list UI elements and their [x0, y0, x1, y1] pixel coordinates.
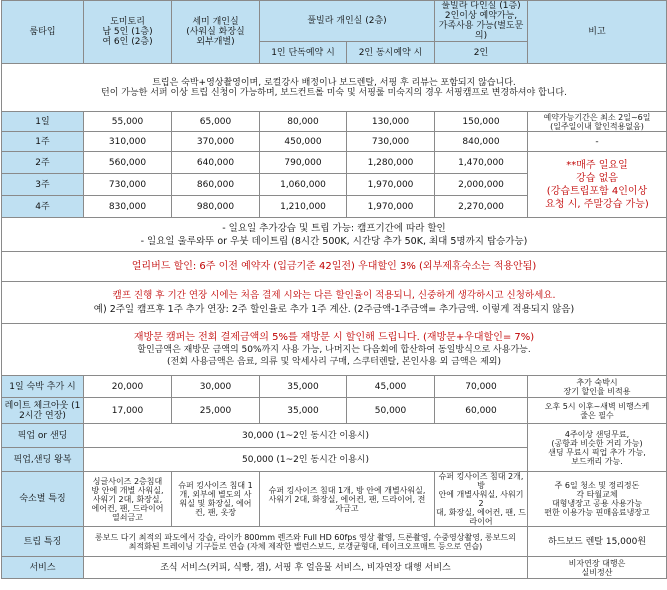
- service-label: 서비스: [2, 557, 84, 579]
- price-cell: 730,000: [84, 174, 172, 196]
- notice-sunday: - 일요일 추가강습 및 트립 가능: 캠프기간에 따라 할인 - 일요일 울루와뚜 or 우붓 데이트립 (8시간 500K, 시간당 추가 50K, 최대 5명까지 탑승가능): [2, 218, 667, 252]
- extra-cell: 45,000: [347, 376, 435, 398]
- pickup-round-value: 50,000 (1~2인 동시간 이용시): [84, 448, 528, 472]
- price-note-week: -: [528, 132, 667, 152]
- price-cell: 1,970,000: [347, 174, 435, 196]
- extension-row: [2, 282, 667, 324]
- extra-cell: 30,000: [172, 376, 260, 398]
- trip-note: 하드보드 렌탈 15,000원: [528, 527, 667, 557]
- late-checkout-note: 오후 5시 이후~새벽 비행스케 줄은 필수: [528, 398, 667, 424]
- service-note: 비자연장 대행은 실비정산: [528, 557, 667, 579]
- pool-single-header: 1인 단독예약 시: [260, 42, 347, 64]
- price-cell: 1,970,000: [347, 196, 435, 218]
- semi-header: 세미 개인실 (사워실 화장실 외부개별): [172, 1, 260, 64]
- price-cell: 1,470,000: [435, 152, 528, 174]
- price-cell: 370,000: [172, 132, 260, 152]
- price-cell: 560,000: [84, 152, 172, 174]
- pickup-round-label: 픽업,샌딩 왕복: [2, 448, 84, 472]
- notice-trip: 트립은 숙박+영상촬영이며, 로컬강사 배정이나 보드렌탈, 서핑 후 리뷰는 포함되지 않습니다. 턴이 가능한 서퍼 이상 트립 신청이 가능하며, 보드컨트롤 미숙 및 서핑룰 미숙지의 경우 서핑캠프로 변경하셔야 합니다.: [2, 64, 667, 112]
- pool-header: 풀빌라 개인실 (2층): [260, 1, 435, 42]
- price-note-red: **매주 일요일 강습 없음 (강습트립포함 4인이상 요청 시, 주말강습 가능): [528, 152, 667, 218]
- price-label: 3주: [2, 174, 84, 196]
- service-row: [2, 557, 667, 579]
- price-cell: 450,000: [260, 132, 347, 152]
- features-note: 주 6일 청소 및 정리정돈 각 타월교체 대형냉장고 공용 사용가능 편한 이용가능 핀매음료냉장고: [528, 472, 667, 527]
- price-row-1w: [2, 132, 667, 152]
- pool-double-header: 2인 동시예약 시: [347, 42, 435, 64]
- price-cell: 730,000: [347, 132, 435, 152]
- trip-label: 트립 특징: [2, 527, 84, 557]
- price-cell: 80,000: [260, 112, 347, 132]
- features-row: [2, 472, 667, 527]
- multi-header: 풀빌라 다인실 (1층) 2인이상 예약가능, 가족사용 가능(별도문의): [435, 1, 528, 42]
- revisit-notice: 재방문 캠퍼는 전회 결제금액의 5%를 재방문 시 할인해 드립니다. (재방문+우대할인= 7%) 할인금액은 재방문 금액의 50%까지 사용 가능, 나머지는 다음회에 합산하여 동일방식으로 사용가능. (전회 사용금액은 음료, 의류 및 악세사리 구매, 스쿠터렌탈, 본인사용 외 금액은 제외): [2, 324, 667, 376]
- pickup-value: 30,000 (1~2인 동시간 이용시): [84, 424, 528, 448]
- price-cell: 55,000: [84, 112, 172, 132]
- pickup-row: [2, 424, 667, 448]
- price-cell: 790,000: [260, 152, 347, 174]
- price-row-2w: [2, 152, 667, 174]
- price-label: 1주: [2, 132, 84, 152]
- price-row-1d: [2, 112, 667, 132]
- price-label: 2주: [2, 152, 84, 174]
- price-cell: 310,000: [84, 132, 172, 152]
- extra-cell: 60,000: [435, 398, 528, 424]
- price-label: 4주: [2, 196, 84, 218]
- trip-row: [2, 527, 667, 557]
- extra-cell: 35,000: [260, 398, 347, 424]
- price-cell: 150,000: [435, 112, 528, 132]
- early-bird-notice: 얼리버드 할인: 6주 이전 예약자 (입금기준 42일전) 우대할인 3% (외부제휴숙소는 적용안됨): [2, 252, 667, 282]
- late-checkout-row: [2, 398, 667, 424]
- extra-cell: 70,000: [435, 376, 528, 398]
- features-pool: 슈퍼 킹사이즈 침대 1개, 방 안에 개별사워실, 사워기 2대, 화장실, 에어컨, 팬, 드라이어, 전 자금고: [260, 472, 435, 527]
- pickup-note: 4주이상 샌딩무료, (공항과 비슷한 거리 가능) 샌딩 무료시 픽업 추가 가능, 보드캐리 가능.: [528, 424, 667, 472]
- features-multi: 슈퍼 킹사이즈 침대 2개, 방 안에 개별사워실, 사워기 2 대, 화장실, 에어컨, 팬, 드 라이어: [436, 472, 526, 526]
- room-type-header: 룸타입: [2, 1, 84, 64]
- note-header: 비고: [528, 1, 667, 64]
- price-cell: 65,000: [172, 112, 260, 132]
- extra-night-note: 추가 숙박시 장기 할인율 비적용: [528, 376, 667, 398]
- pickup-label: 픽업 or 샌딩: [2, 424, 84, 448]
- dorm-header: 도미토리 남 5인 (1층) 여 6인 (2층): [84, 1, 172, 64]
- multi-sub-header: 2인: [435, 42, 528, 64]
- price-cell: 980,000: [172, 196, 260, 218]
- trip-value: 롱보드 다기 최적의 파도에서 강습, 라이카 800mm 렌즈와 Full HD 60fps 영상 촬영, 드론촬영, 수중영상촬영, 롱보드의 최적화된 트레이닝 기구들로 연습 (자체 제작한 밸런스보드, 로갱균형대, 테이크오프매트 등으로 연습): [84, 527, 528, 557]
- price-cell: 2,000,000: [435, 174, 528, 196]
- extra-cell: 20,000: [84, 376, 172, 398]
- features-label: 숙소별 특징: [2, 472, 84, 527]
- price-cell: 1,060,000: [260, 174, 347, 196]
- price-note-day: 예약가능기간은 최소 2일~6일 (일주일이내 할인적용없음): [528, 112, 667, 132]
- extra-cell: 17,000: [84, 398, 172, 424]
- early-bird-row: [2, 252, 667, 282]
- extra-night-row: [2, 376, 667, 398]
- features-dorm: 싱글사이즈 2층침대 방 안에 개별 사워실, 사워기 2대, 화장실, 에어컨, 팬, 드라이어 열쇠금고: [84, 472, 172, 527]
- price-cell: 1,280,000: [347, 152, 435, 174]
- extra-cell: 25,000: [172, 398, 260, 424]
- extra-label: 레이트 체크아웃 (12시간 연장): [2, 398, 84, 424]
- price-cell: 840,000: [435, 132, 528, 152]
- extra-label: 1일 숙박 추가 시: [2, 376, 84, 398]
- header-row: [2, 1, 667, 42]
- notice-row-2: [2, 218, 667, 252]
- price-cell: 130,000: [347, 112, 435, 132]
- revisit-row: [2, 324, 667, 376]
- extra-cell: 35,000: [260, 376, 347, 398]
- price-cell: 830,000: [84, 196, 172, 218]
- extension-notice: 캠프 진행 후 기간 연장 시에는 처음 결제 시와는 다른 할인율이 적용되니, 신중하게 생각하시고 신청하세요. 예) 2주일 캠프후 1주 추가 연장: 2주 할인율로 추가 1주 계산. (2주금액-1주금액= 추가금액. 이렇게 적용되지 않음): [2, 282, 667, 324]
- price-cell: 1,210,000: [260, 196, 347, 218]
- price-cell: 640,000: [172, 152, 260, 174]
- features-semi: 슈퍼 킹사이즈 침대 1 개, 외부에 별도의 사 워실 및 화장실, 에어 컨, 팬, 옷장: [172, 472, 260, 527]
- notice-row-1: [2, 64, 667, 112]
- service-value: 조식 서비스(커피, 식빵, 잼), 서핑 후 얼음물 서비스, 비자연장 대행 서비스: [84, 557, 528, 579]
- price-cell: 2,270,000: [435, 196, 528, 218]
- extra-cell: 50,000: [347, 398, 435, 424]
- price-label: 1일: [2, 112, 84, 132]
- price-cell: 860,000: [172, 174, 260, 196]
- pricing-table: [1, 0, 667, 579]
